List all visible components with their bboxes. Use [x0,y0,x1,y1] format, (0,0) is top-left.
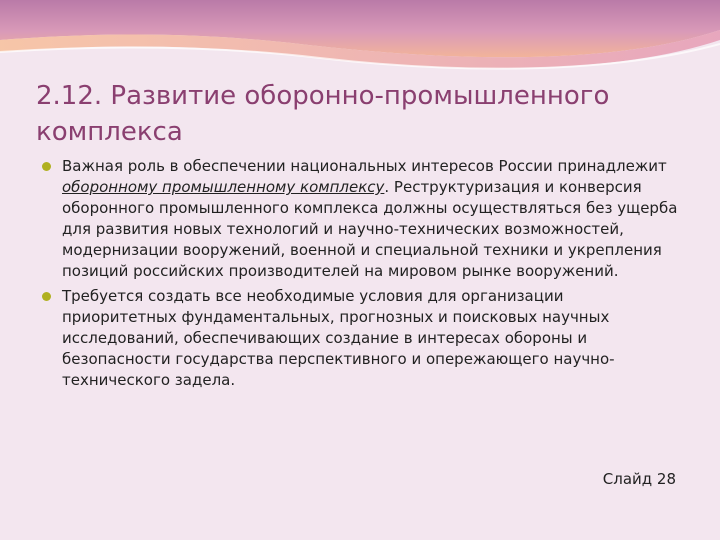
emphasis-text: оборонному промышленному комплексу [62,178,385,196]
bullet-icon [42,162,51,171]
slide-title: 2.12. Развитие оборонно-промышленного комплекса [36,81,610,147]
decorative-banner [0,0,720,80]
bullet-text-start: Важная роль в обеспечении национальных интересов России принадлежит [62,157,667,175]
slide-content [40,156,680,395]
bullet-text-end: . Реструктуризация и конверсия оборонного промышленного комплекса должны осуществляться без ущерба для развития новых технологий и научно-технических возможностей, модернизации вооружений, военной и специальной техники и укрепления позиций российских производителей на мировом рынке вооружений. [62,178,678,280]
bullet-item [40,156,680,282]
bullet-text: Требуется создать все необходимые условия для организации приоритетных фундаментальных, прогнозных и поисковых научных исследований, обеспечивающих создание в интересах обороны и безопасности государства перспективного и опережающего научно-технического задела. [62,287,615,389]
bullet-item [40,286,680,391]
slide-number: Слайд 28 [602,470,676,488]
bullet-icon [42,292,51,301]
